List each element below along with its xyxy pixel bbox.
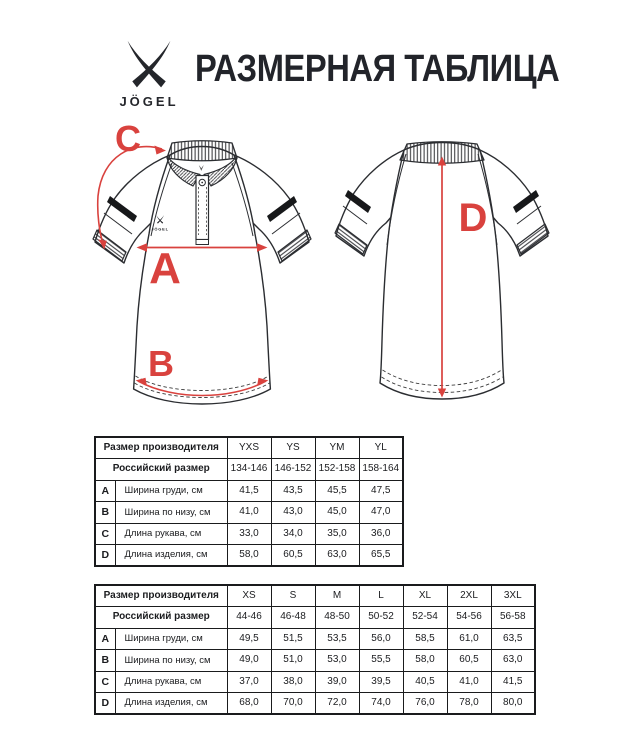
- measure-name: Длина изделия, см: [115, 545, 227, 567]
- russian-size-label: Российский размер: [95, 459, 227, 481]
- measure-value: 72,0: [315, 693, 359, 715]
- measure-value: 47,5: [359, 480, 403, 502]
- size-col-header: XL: [403, 585, 447, 607]
- table-row: [95, 671, 535, 693]
- measure-value: 43,0: [271, 502, 315, 524]
- size-col-header: YXS: [227, 437, 271, 459]
- table-row: [95, 607, 535, 629]
- measure-value: 78,0: [447, 693, 491, 715]
- measure-value: 76,0: [403, 693, 447, 715]
- measure-value: 45,0: [315, 502, 359, 524]
- measure-letter: C: [95, 523, 115, 545]
- measure-name: Ширина груди, см: [115, 628, 227, 650]
- measure-letter: B: [95, 502, 115, 524]
- table-row: [95, 628, 535, 650]
- measure-value: 63,0: [491, 650, 535, 672]
- measure-value: 56,0: [359, 628, 403, 650]
- russian-size-value: 44-46: [227, 607, 271, 629]
- measure-label-b: B: [148, 343, 174, 384]
- size-col-header: YM: [315, 437, 359, 459]
- measure-name: Длина изделия, см: [115, 693, 227, 715]
- front-placket: [196, 176, 209, 245]
- measure-value: 53,5: [315, 628, 359, 650]
- measure-value: 34,0: [271, 523, 315, 545]
- measure-value: 70,0: [271, 693, 315, 715]
- measure-value: 39,5: [359, 671, 403, 693]
- measure-value: 55,5: [359, 650, 403, 672]
- russian-size-value: 48-50: [315, 607, 359, 629]
- russian-size-value: 158-164: [359, 459, 403, 481]
- table-row: [95, 437, 403, 459]
- measure-value: 41,5: [227, 480, 271, 502]
- chest-logo-text: JÖGEL: [151, 226, 169, 232]
- size-table-youth: [94, 436, 404, 567]
- measure-value: 60,5: [271, 545, 315, 567]
- page-title: РАЗМЕРНАЯ ТАБЛИЦА: [195, 48, 560, 90]
- measure-letter: D: [95, 693, 115, 715]
- measure-value: 68,0: [227, 693, 271, 715]
- measure-label-c: C: [115, 118, 141, 159]
- manufacturer-size-label: Размер производителя: [95, 585, 227, 607]
- measure-letter: A: [95, 480, 115, 502]
- measure-value: 63,5: [491, 628, 535, 650]
- measure-value: 80,0: [491, 693, 535, 715]
- size-col-header: YL: [359, 437, 403, 459]
- measure-value: 53,0: [315, 650, 359, 672]
- measure-value: 39,0: [315, 671, 359, 693]
- measure-label-d: D: [458, 196, 488, 240]
- measure-value: 47,0: [359, 502, 403, 524]
- table-row: [95, 545, 403, 567]
- measure-letter: A: [95, 628, 115, 650]
- measure-value: 38,0: [271, 671, 315, 693]
- header: [0, 0, 624, 115]
- russian-size-value: 56-58: [491, 607, 535, 629]
- jogel-logo-text: JÖGEL: [119, 94, 179, 109]
- size-col-header: XS: [227, 585, 271, 607]
- size-col-header: S: [271, 585, 315, 607]
- measure-value: 51,0: [271, 650, 315, 672]
- size-col-header: 3XL: [491, 585, 535, 607]
- russian-size-value: 50-52: [359, 607, 403, 629]
- size-col-header: YS: [271, 437, 315, 459]
- measure-value: 61,0: [447, 628, 491, 650]
- measure-value: 58,0: [403, 650, 447, 672]
- polo-front-diagram: [88, 118, 316, 418]
- measure-name: Ширина груди, см: [115, 480, 227, 502]
- measure-name: Длина рукава, см: [115, 523, 227, 545]
- size-col-header: L: [359, 585, 403, 607]
- jogel-logo: [116, 40, 182, 109]
- measure-value: 41,0: [227, 502, 271, 524]
- measure-value: 35,0: [315, 523, 359, 545]
- measure-name: Длина рукава, см: [115, 671, 227, 693]
- collar-band: [167, 141, 237, 161]
- russian-size-value: 152-158: [315, 459, 359, 481]
- measure-value: 41,0: [447, 671, 491, 693]
- measure-name: Ширина по низу, см: [115, 650, 227, 672]
- measure-value: 58,0: [227, 545, 271, 567]
- table-row: [95, 693, 535, 715]
- table-row: [95, 523, 403, 545]
- measure-value: 43,5: [271, 480, 315, 502]
- measure-letter: D: [95, 545, 115, 567]
- measure-value: 33,0: [227, 523, 271, 545]
- size-col-header: 2XL: [447, 585, 491, 607]
- table-row: [95, 480, 403, 502]
- measure-value: 63,0: [315, 545, 359, 567]
- measure-value: 41,5: [491, 671, 535, 693]
- jogel-logo-icon: [121, 40, 177, 92]
- table-row: [95, 459, 403, 481]
- measure-value: 40,5: [403, 671, 447, 693]
- measure-value: 51,5: [271, 628, 315, 650]
- measure-letter: C: [95, 671, 115, 693]
- size-table-adult: [94, 584, 536, 715]
- measure-label-a: A: [149, 244, 181, 293]
- measure-value: 37,0: [227, 671, 271, 693]
- russian-size-value: 134-146: [227, 459, 271, 481]
- measure-value: 65,5: [359, 545, 403, 567]
- russian-size-value: 146-152: [271, 459, 315, 481]
- polo-back-diagram: [334, 119, 550, 411]
- measure-name: Ширина по низу, см: [115, 502, 227, 524]
- table-row: [95, 502, 403, 524]
- measure-value: 36,0: [359, 523, 403, 545]
- measure-value: 49,0: [227, 650, 271, 672]
- russian-size-value: 54-56: [447, 607, 491, 629]
- measure-value: 74,0: [359, 693, 403, 715]
- russian-size-value: 52-54: [403, 607, 447, 629]
- russian-size-value: 46-48: [271, 607, 315, 629]
- table-row: [95, 650, 535, 672]
- measure-value: 60,5: [447, 650, 491, 672]
- manufacturer-size-label: Размер производителя: [95, 437, 227, 459]
- russian-size-label: Российский размер: [95, 607, 227, 629]
- measure-value: 58,5: [403, 628, 447, 650]
- measure-letter: B: [95, 650, 115, 672]
- table-row: [95, 585, 535, 607]
- measure-value: 45,5: [315, 480, 359, 502]
- measure-value: 49,5: [227, 628, 271, 650]
- size-col-header: M: [315, 585, 359, 607]
